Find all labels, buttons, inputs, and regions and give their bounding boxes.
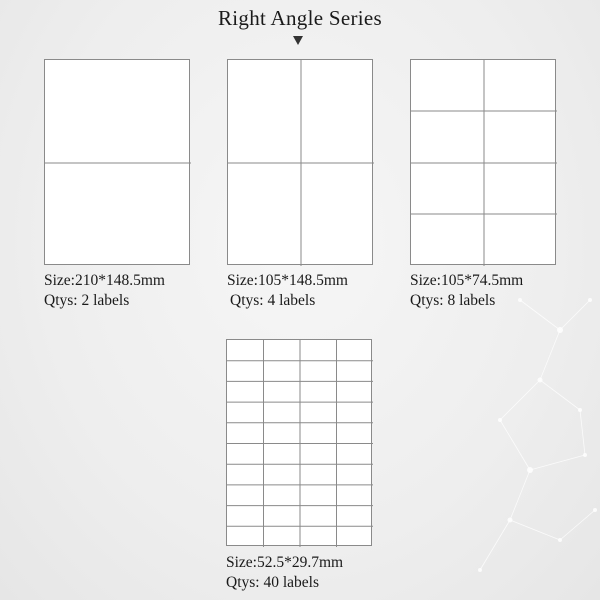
sheet-size-text: Size:52.5*29.7mm [226,554,344,571]
label-sheet-8-grid [411,60,557,266]
label-sheet-2 [44,59,190,265]
sheet-qty-text: Qtys: 8 labels [410,292,496,309]
down-arrow-icon [293,36,303,45]
sheet-8-caption [410,271,523,311]
label-sheet-2-grid [45,60,191,266]
sheet-qty-text: Qtys: 4 labels [230,292,316,309]
label-sheet-40-grid [227,340,373,547]
label-sheet-4-grid [228,60,374,266]
label-sheet-8 [410,59,556,265]
sheet-size-text: Size:105*74.5mm [410,272,524,289]
sheet-qty-text: Qtys: 40 labels [226,574,319,591]
label-sheet-40 [226,339,372,546]
sheet-size-text: Size:105*148.5mm [227,272,348,289]
page-title: Right Angle Series [217,6,383,30]
sheet-2-caption [44,271,165,311]
label-sheet-4 [227,59,373,265]
sheet-4-caption [227,271,348,311]
sheet-qty-text: Qtys: 2 labels [44,292,130,309]
sheet-40-caption [226,553,343,593]
sheet-size-text: Size:210*148.5mm [44,272,165,289]
